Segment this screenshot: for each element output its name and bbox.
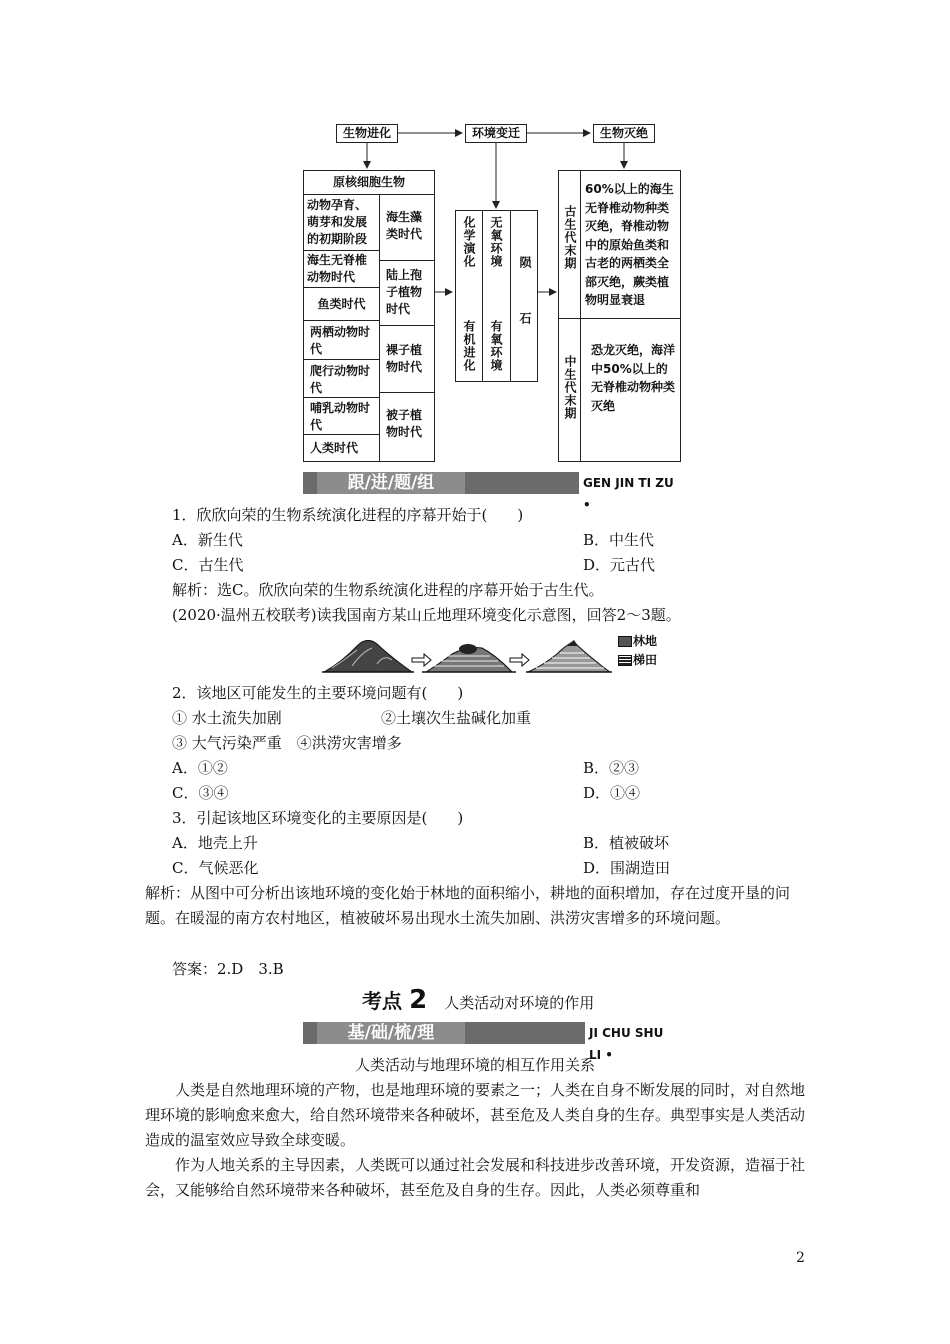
evo-left-2: 海生无脊椎动物时代 <box>303 250 380 288</box>
ext-era1-text: 60%以上的海生无脊椎动物种类灭绝，脊椎动物中的原始鱼类和古老的两栖类全部灭绝，蕨类植物明显衰退 <box>585 182 674 307</box>
q3-stem: 3．引起该地区环境变化的主要原因是( ) <box>172 809 464 827</box>
label-extinction: 生物灭绝 <box>593 124 655 143</box>
q2-option-c: C．③④ <box>172 784 229 802</box>
q3-option-c: C．气候恶化 <box>172 859 259 877</box>
banner-title: 跟/进/题/组 <box>317 472 465 494</box>
section-banner-basics <box>303 1022 681 1062</box>
q2-stem: 2．该地区可能发生的主要环境问题有( ) <box>172 684 464 702</box>
evo-right-1: 海生藻类时代 <box>379 194 435 261</box>
paragraph-2: 作为人地关系的主导因素，人类既可以通过社会发展和科技进步改善环境，开发资源，造福于社会，又能够给自然环境带来各种破坏，甚至危及自身的生存。因此，人类必须尊重和 <box>145 1156 806 1199</box>
q3-option-b: B．植被破坏 <box>583 834 670 852</box>
env-c3-bottom: 石 <box>518 312 532 325</box>
q1-option-b: B．中生代 <box>583 531 655 549</box>
section-banner-followup <box>303 472 681 512</box>
label-evolution: 生物进化 <box>336 124 398 143</box>
env-c2-top: 无氧环境 <box>489 216 503 268</box>
evo-header: 原核细胞生物 <box>303 170 435 195</box>
section-number: 2 <box>409 985 428 1015</box>
q1-analysis: 解析：选C。欣欣向荣的生物系统演化进程的序幕开始于古生代。 <box>172 581 604 599</box>
legend-terrace-label: 梯田 <box>633 653 658 667</box>
banner-english: JI CHU SHU LI • <box>585 1022 681 1044</box>
env-c2-bottom: 有氧环境 <box>489 320 503 372</box>
ext-era2: 中生代末期 <box>563 355 577 420</box>
evo-left-6: 哺乳动物时代 <box>303 397 380 435</box>
label-environment: 环境变迁 <box>465 124 527 143</box>
ext-era1: 古生代末期 <box>563 205 577 270</box>
q2-option-b: B．②③ <box>583 759 640 777</box>
evo-left-3: 鱼类时代 <box>303 287 380 321</box>
evo-right-2: 陆上孢子植物时代 <box>379 260 435 326</box>
legend-forest-swatch <box>618 636 632 647</box>
page-number: 2 <box>796 1250 805 1266</box>
q1-option-d: D．元古代 <box>583 556 656 574</box>
subtitle: 人类活动与地理环境的相互作用关系 <box>354 1056 595 1074</box>
legend-terrace-swatch <box>618 655 632 666</box>
ext-hdivider <box>558 318 681 319</box>
evo-right-3: 裸子植物时代 <box>379 325 435 393</box>
evo-left-1: 动物孕育、萌芽和发展的初期阶段 <box>303 194 380 251</box>
q1-option-a: A．新生代 <box>172 531 243 549</box>
q1-stem: 1．欣欣向荣的生物系统演化进程的序幕开始于( ) <box>172 506 524 524</box>
q2-item-1: ① 水土流失加剧 <box>172 709 282 727</box>
env-divider-2 <box>510 210 511 382</box>
banner-title: 基/础/梳/理 <box>317 1022 465 1044</box>
q3-option-a: A．地壳上升 <box>172 834 258 852</box>
legend-forest-label: 林地 <box>633 634 658 648</box>
ext-vdivider <box>580 170 581 462</box>
evo-left-5: 爬行动物时代 <box>303 359 380 398</box>
q23-intro: (2020·温州五校联考)读我国南方某山丘地理环境变化示意图，回答2～3题。 <box>172 606 681 624</box>
banner-english: GEN JIN TI ZU • <box>579 472 681 494</box>
paragraph-1: 人类是自然地理环境的产物，也是地理环境的要素之一；人类在自身不断发展的同时，对自然地理环境的影响愈来愈大，给自然环境带来各种破坏，甚至危及人类自身的生存。典型事实是人类活动造成的温室效应导致全球变暖。 <box>145 1081 806 1149</box>
q2-item-2: ②土壤次生盐碱化加重 <box>381 709 532 727</box>
q3-option-d: D．围湖造田 <box>583 859 671 877</box>
env-divider-1 <box>482 210 483 382</box>
evo-left-7: 人类时代 <box>303 434 380 462</box>
evo-right-4: 被子植物时代 <box>379 392 435 462</box>
env-c1-bottom: 有机进化 <box>462 320 476 372</box>
section-label: 考点 <box>362 989 402 1013</box>
ext-era2-text: 恐龙灭绝，海洋中50%以上的无脊椎动物种类灭绝 <box>591 343 676 413</box>
q23-answer: 答案：2.D 3.B <box>172 960 284 978</box>
section-title: 人类活动对环境的作用 <box>444 994 595 1012</box>
q2-option-a: A．①② <box>172 759 228 777</box>
q1-option-c: C．古生代 <box>172 556 244 574</box>
q2-item-34: ③ 大气污染严重 ④洪涝灾害增多 <box>172 734 402 752</box>
mountain-change-figure <box>322 632 612 676</box>
q23-analysis: 解析：从图中可分析出该地环境的变化始于林地的面积缩小，耕地的面积增加，存在过度开垦的问题。在暖湿的南方农村地区，植被破坏易出现水土流失加剧、洪涝灾害增多的环境问题。 <box>145 884 791 927</box>
env-c1-top: 化学演化 <box>462 216 476 268</box>
q2-option-d: D．①④ <box>583 784 641 802</box>
section-header <box>362 985 594 1015</box>
evo-left-4: 两栖动物时代 <box>303 320 380 360</box>
env-c3-top: 陨 <box>518 256 532 269</box>
